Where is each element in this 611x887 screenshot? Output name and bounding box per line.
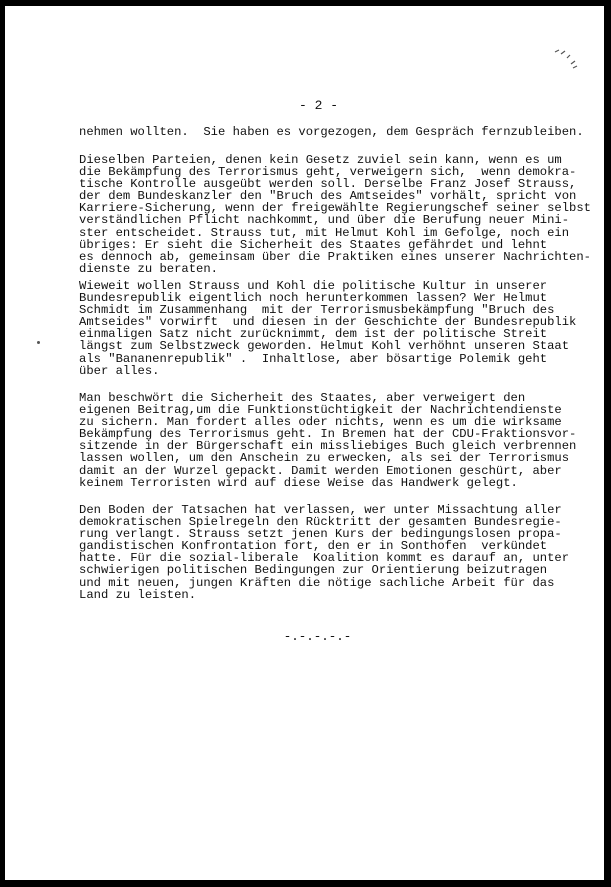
paragraph-5 [79,504,589,601]
text-line: nehmen wollten. Sie haben es vorgezogen, dem Gespräch fernzubleiben. [79,125,584,139]
corner-scribble [553,46,579,72]
text-line: verständlichen Pflicht nachkommt, und über die Berufung neuer Mini- [79,213,570,228]
text-line: der dem Bundeskanzler den "Bruch des Amtseides" vorhält, spricht von [79,189,577,204]
text-line: schwierigen politischen Bedingungen zur Orientierung beizutragen [79,563,548,578]
text-line: damit an der Wurzel gepackt. Damit werden Emotionen geschürt, aber [79,463,562,478]
text-line: Wieweit wollen Strauss und Kohl die politische Kultur in unserer [79,279,548,293]
text-line: Man beschwört die Sicherheit des Staates, aber verweigert den [79,391,526,405]
paragraph-2 [79,154,589,275]
scan-speck [37,341,40,344]
text-line: Land zu leisten. [79,587,197,602]
end-mark: -.-.-.-.- [283,630,352,644]
text-line: übriges: Er sieht die Sicherheit des Staates gefährdet und lehnt [79,237,548,252]
text-line: längst zum Selbstzweck geworden. Helmut Kohl verhöhnt unseren Staat [79,339,570,354]
text-line: tische Kontrolle ausgeübt werden soll. Derselbe Franz Josef Strauss, [79,177,577,192]
text-line: dienste zu beraten. [79,261,218,276]
text-line: Bundesrepublik eigentlich noch herunterkommen lassen? Wer Helmut [79,291,548,306]
text-line: Den Boden der Tatsachen hat verlassen, wer unter Missachtung aller [79,503,562,517]
text-line: Dieselben Parteien, denen kein Gesetz zuviel sein kann, wenn es um [79,153,562,167]
text-line: lassen wollen, um den Anschein zu erwecken, als sei der Terrorismus [79,451,570,466]
text-line: als "Bananenrepublik" . Inhaltlose, aber bösartige Polemik geht [79,351,548,366]
page-number: - 2 - [298,98,338,113]
paragraph-4 [79,392,589,489]
text-line: demokratischen Spielregeln den Rücktritt der gesamten Bundesregie- [79,515,562,530]
document-page [5,6,604,880]
text-line: gandistischen Konfrontation fort, den er in Sonthofen verkündet [79,539,548,554]
text-line: ster entscheidet. Strauss tut, mit Helmut Kohl im Gefolge, noch ein [79,225,570,240]
text-line: einmaligen Satz nicht zurücknimmt, dem ist der politische Streit [79,327,548,342]
text-line: zu sichern. Man fordert alles oder nichts, wenn es um die wirksame [79,415,562,430]
text-line: Bekämpfung des Terrorismus geht. In Bremen hat der CDU-Fraktionsvor- [79,427,577,442]
text-line: sitzende in der Bürgerschaft ein missliebiges Buch gleich verbrennen [79,439,577,454]
text-line: rung verlangt. Strauss setzt jenen Kurs der bedingungslosen propa- [79,527,562,542]
paragraph-1 [79,126,589,138]
text-line: die Bekämpfung des Terrorismus geht, verweigern sich, wenn demokra- [79,165,577,180]
text-line: hatte. Für die sozial-liberale Koalition kommt es darauf an, unter [79,551,570,566]
paragraph-3 [79,280,589,377]
text-line: es dennoch ab, gemeinsam über die Praktiken eines unserer Nachrichten- [79,249,591,264]
text-line: Schmidt im Zusammenhang mit der Terrorismusbekämpfung "Bruch des [79,303,555,318]
text-line: eigenen Beitrag,um die Funktionstüchtigkeit der Nachrichtendienste [79,403,562,418]
text-line: über alles. [79,363,160,378]
text-line: keinem Terroristen wird auf diese Weise das Handwerk gelegt. [79,475,518,490]
text-line: Karriere-Sicherung, wenn der freigewählte Regierungschef seiner selbst [79,201,591,216]
text-line: und mit neuen, jungen Kräften die nötige sachliche Arbeit für das [79,575,555,590]
text-line: Amtseides" vorwirft und diesen in der Geschichte der Bundesrepublik [79,315,577,330]
